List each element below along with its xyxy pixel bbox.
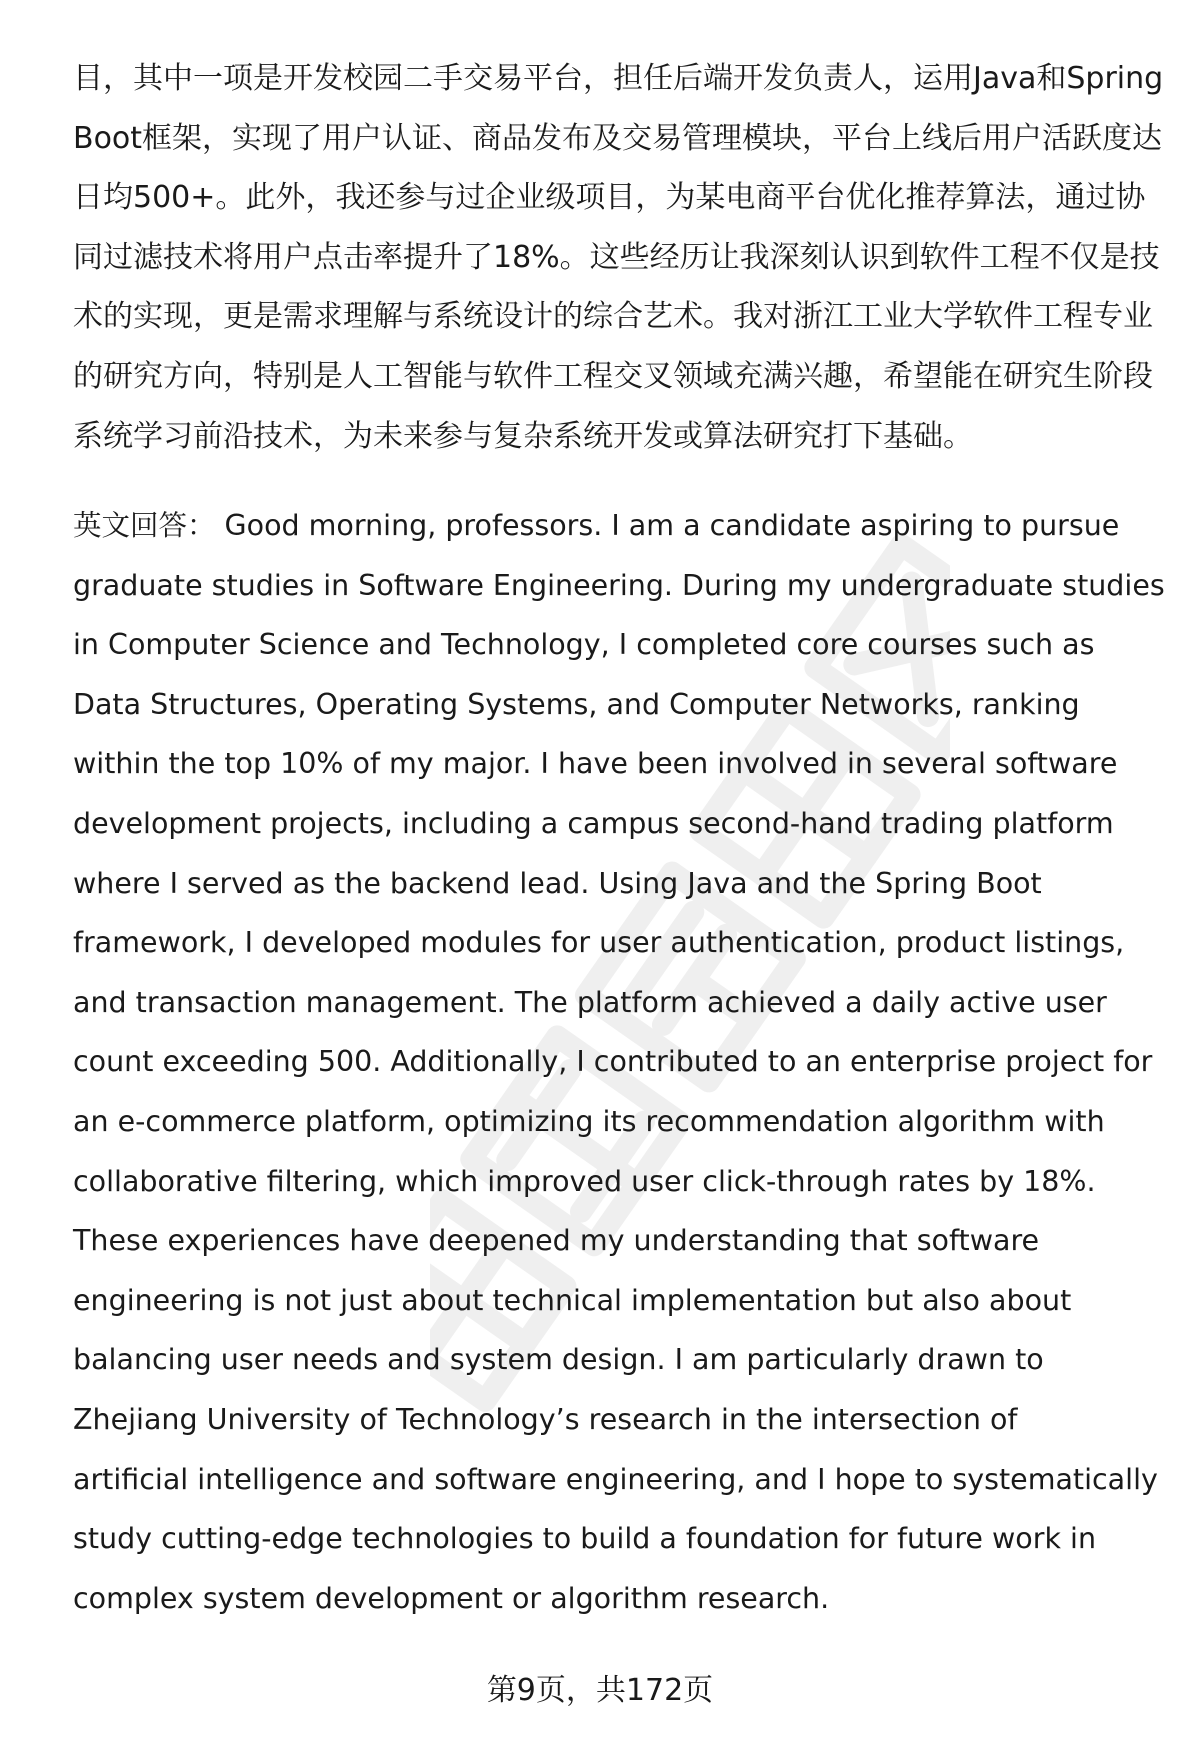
text-line: balancing user needs and system design. I am particularly drawn to <box>73 1343 1044 1377</box>
english-answer-paragraph <box>73 496 1163 1628</box>
text-line: an e-commerce platform, optimizing its recommendation algorithm with <box>73 1104 1105 1138</box>
text-line: 同过滤技术将用户点击率提升了18%。这些经历让我深刻认识到软件工程不仅是技 <box>73 239 1160 275</box>
text-line: count exceeding 500. Additionally, I contributed to an enterprise project for <box>73 1045 1153 1079</box>
text-line: within the top 10% of my major. I have been involved in several software <box>73 747 1118 781</box>
text-line: 术的实现，更是需求理解与系统设计的综合艺术。我对浙江工业大学软件工程专业 <box>73 299 1153 335</box>
text-line: engineering is not just about technical implementation but also about <box>73 1283 1072 1317</box>
text-line: collaborative filtering, which improved user click-through rates by 18%. <box>73 1164 1096 1198</box>
text-line: 日均500+。此外，我还参与过企业级项目，为某电商平台优化推荐算法，通过协 <box>73 180 1146 216</box>
text-line: artificial intelligence and software engineering, and I hope to systematically <box>73 1462 1158 1496</box>
text-line: Boot框架，实现了用户认证、商品发布及交易管理模块，平台上线后用户活跃度达 <box>73 120 1163 156</box>
text-line: Data Structures, Operating Systems, and Computer Networks, ranking <box>73 687 1080 721</box>
text-line: where I served as the backend lead. Using Java and the Spring Boot <box>73 866 1042 900</box>
text-line: development projects, including a campus second-hand trading platform <box>73 806 1114 840</box>
text-line: 系统学习前沿技术，为未来参与复杂系统开发或算法研究打下基础。 <box>73 418 973 454</box>
text-line: 目，其中一项是开发校园二手交易平台，担任后端开发负责人，运用Java和Spring <box>73 61 1164 96</box>
text-line: These experiences have deepened my understanding that software <box>73 1224 1040 1258</box>
text-line: and transaction management. The platform achieved a daily active user <box>73 985 1107 1019</box>
text-line: Zhejiang University of Technology’s research in the intersection of <box>73 1402 1018 1436</box>
text-line: framework, I developed modules for user authentication, product listings, <box>73 926 1125 960</box>
text-line: study cutting-edge technologies to build a foundation for future work in <box>73 1522 1097 1556</box>
text-line: 的研究方向，特别是人工智能与软件工程交叉领域充满兴趣，希望能在研究生阶段 <box>73 358 1153 394</box>
text-line: 英文回答： Good morning, professors. I am a candidate aspiring to pursue <box>73 509 1120 542</box>
page-number-footer: 第9页，共172页 <box>486 1673 714 1708</box>
text-line: in Computer Science and Technology, I completed core courses such as <box>73 628 1095 662</box>
text-line: complex system development or algorithm research. <box>73 1581 830 1615</box>
text-line: graduate studies in Software Engineering. During my undergraduate studies <box>73 568 1165 602</box>
chinese-answer-paragraph <box>73 49 1163 466</box>
